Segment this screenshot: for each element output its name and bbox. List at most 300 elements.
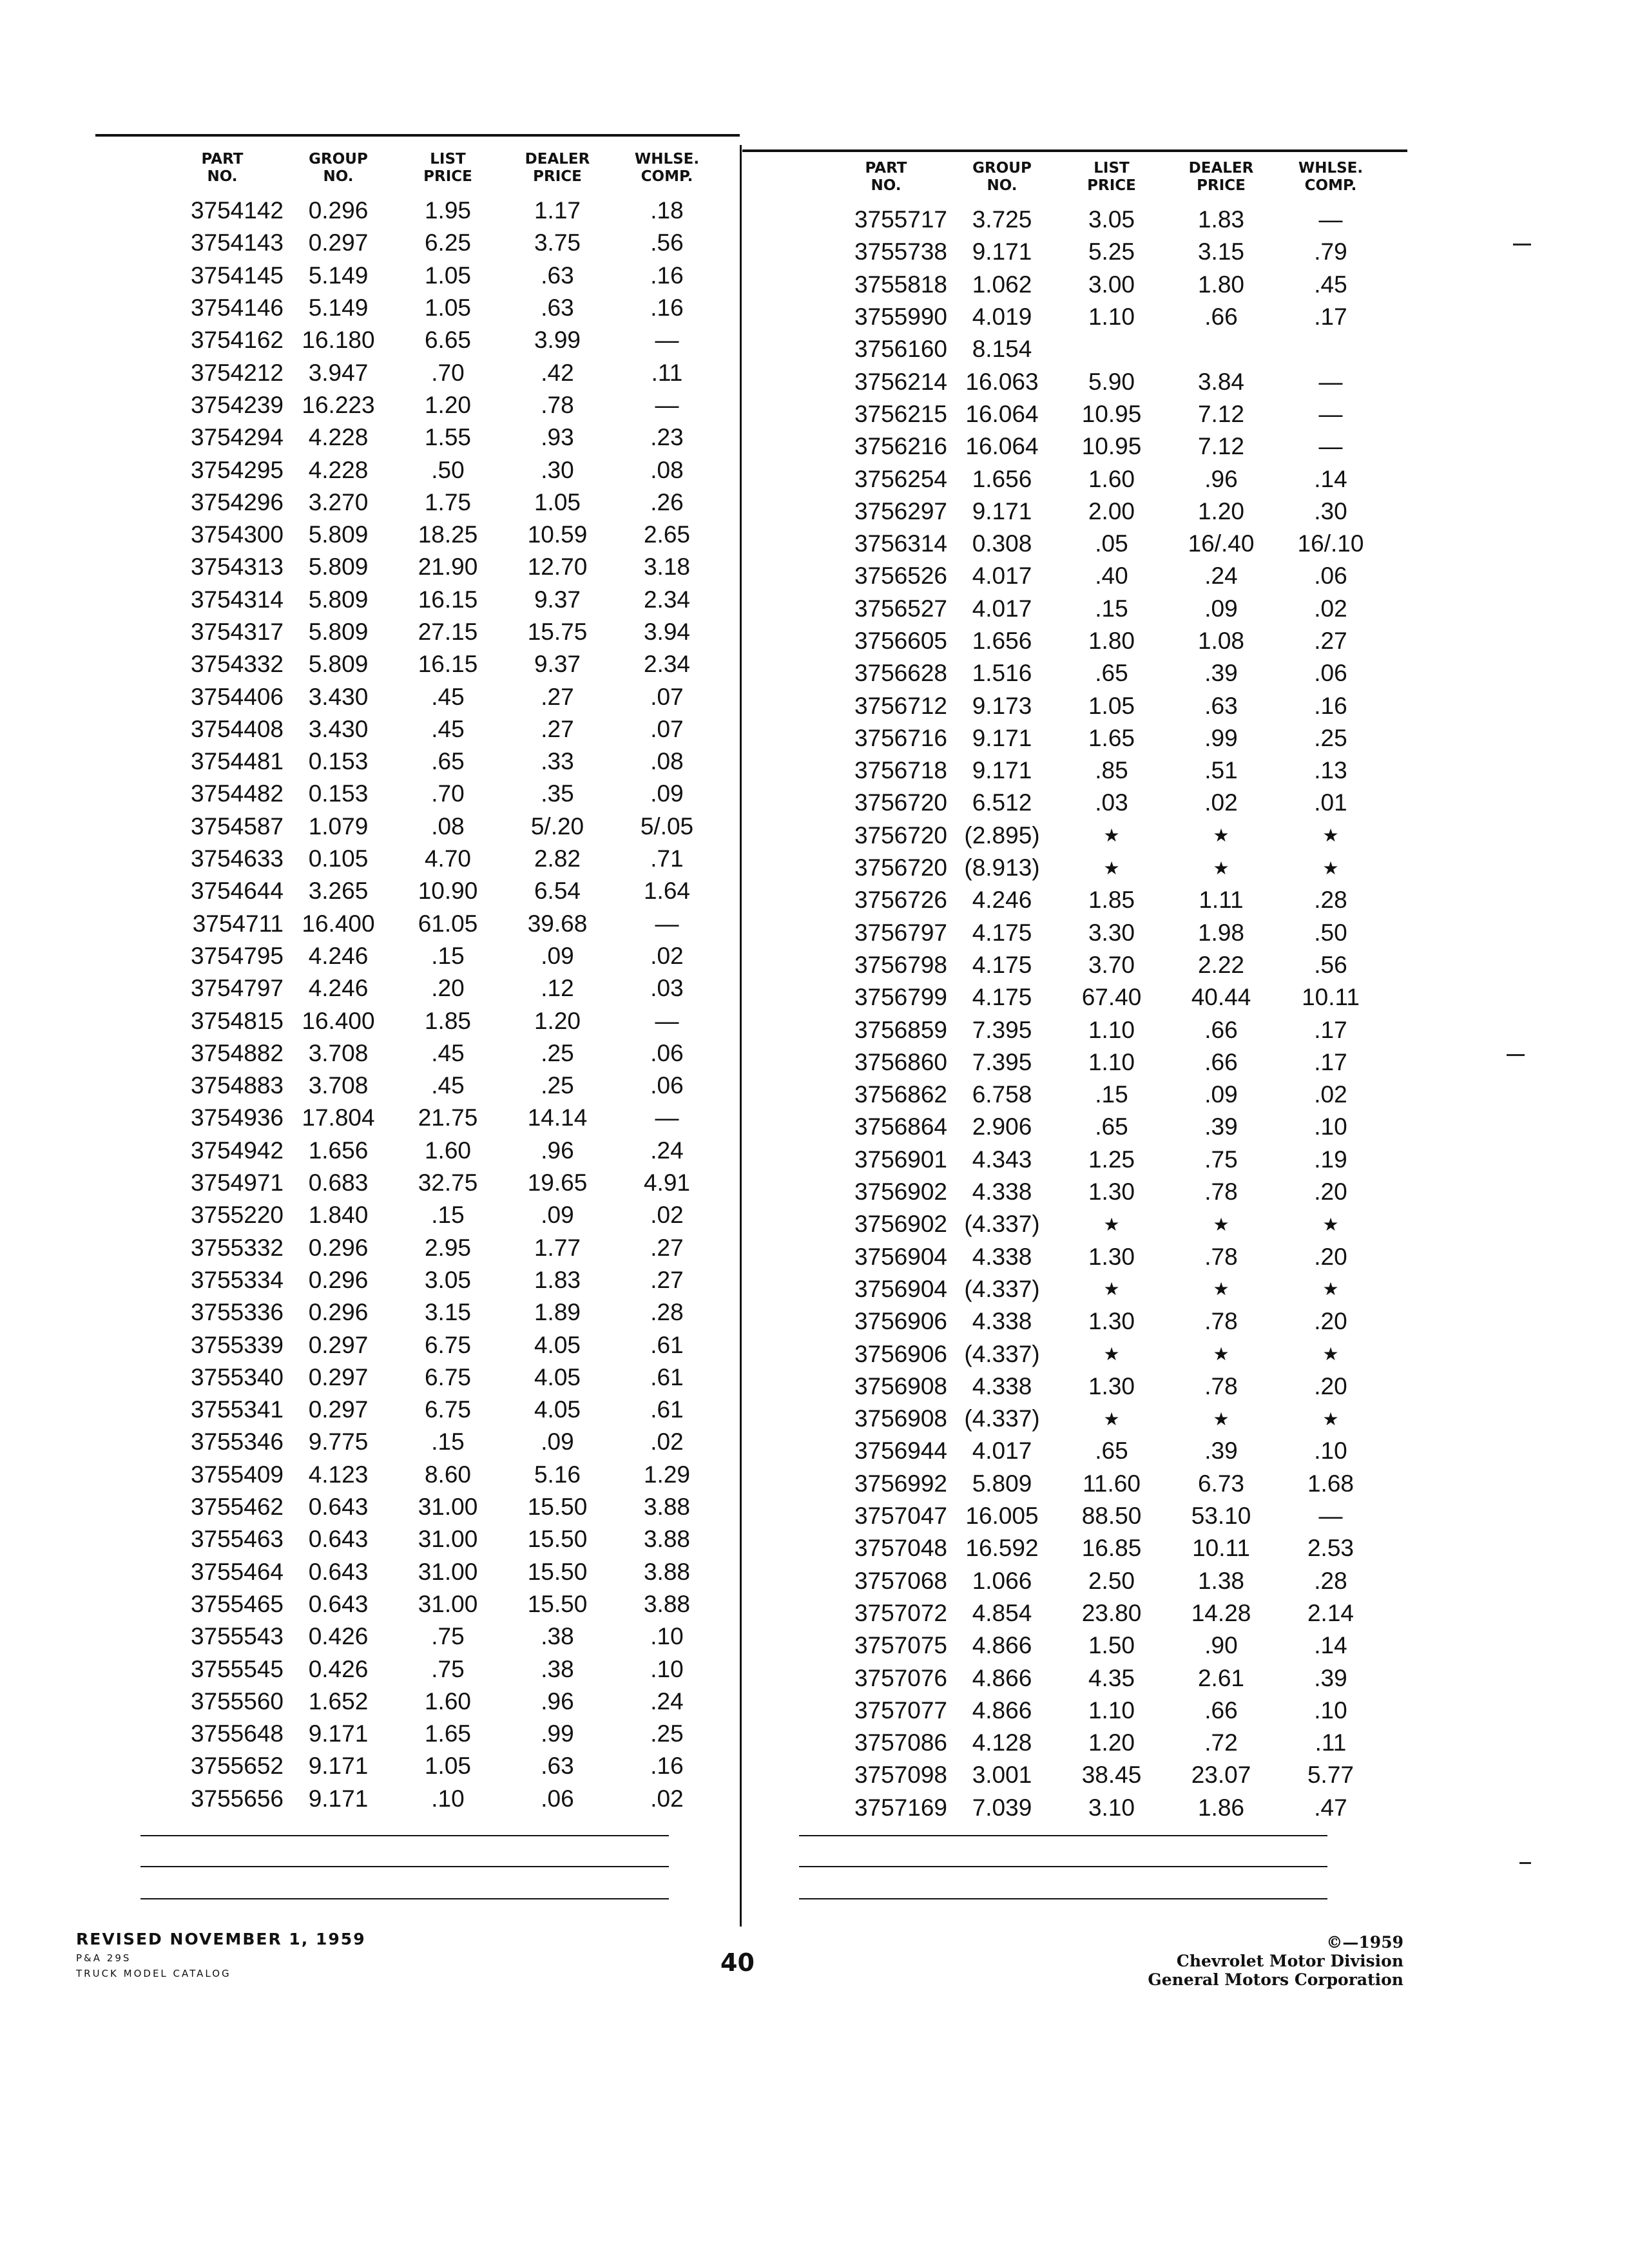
part-no-cell: 3754146 <box>190 294 284 322</box>
dealer-price-cell: 1.38 <box>1197 1567 1244 1594</box>
group-no-cell: 7.395 <box>972 1016 1032 1043</box>
table-row <box>825 204 1385 236</box>
list-price-cell: 1.60 <box>424 1137 471 1164</box>
dealer-price-cell: 4.05 <box>534 1396 581 1423</box>
table-row <box>161 875 722 907</box>
group-no-cell: 4.175 <box>972 984 1032 1011</box>
list-price-cell: .10 <box>431 1785 465 1812</box>
part-no-cell: 3754942 <box>190 1137 284 1164</box>
part-no-cell: 3756944 <box>854 1437 947 1465</box>
list-price-cell: 1.10 <box>1088 1696 1135 1724</box>
left-price-table <box>161 151 722 1812</box>
group-no-cell: 9.171 <box>972 757 1032 784</box>
group-no-cell: 7.395 <box>972 1048 1032 1075</box>
group-no-cell: 3.265 <box>308 878 369 905</box>
part-no-cell: 3756908 <box>854 1405 947 1432</box>
whlse-comp-cell: .16 <box>650 262 684 289</box>
part-no-cell: 3754815 <box>190 1007 284 1034</box>
list-price-cell: 1.65 <box>424 1720 471 1747</box>
whlse-comp-cell: .02 <box>650 942 684 969</box>
division-name: Chevrolet Motor Division <box>1176 1952 1403 1970</box>
table-row <box>825 1792 1385 1824</box>
part-no-cell: 3756908 <box>854 1372 947 1399</box>
dealer-price-cell: 14.28 <box>1191 1599 1251 1626</box>
part-no-cell: 3756906 <box>854 1340 947 1367</box>
part-no-cell: 3755346 <box>190 1428 284 1456</box>
pa-code: P&A 29S <box>76 1952 131 1964</box>
table-row <box>825 365 1385 398</box>
whlse-comp-cell: .10 <box>1314 1696 1347 1724</box>
group-no-cell: 4.017 <box>972 1437 1032 1465</box>
dealer-price-cell: 1.20 <box>1197 497 1244 524</box>
list-price-cell: 1.10 <box>1088 1048 1135 1075</box>
table-row <box>161 195 722 227</box>
blank-line <box>140 1835 669 1836</box>
group-no-cell: 9.171 <box>972 724 1032 751</box>
dealer-price-cell: .35 <box>541 780 574 807</box>
group-no-cell: 3.947 <box>308 359 369 386</box>
group-no-cell: 0.297 <box>308 1396 369 1423</box>
part-no-cell: 3754143 <box>190 229 284 256</box>
whlse-comp-cell: .06 <box>1314 660 1347 687</box>
list-price-cell: 16.15 <box>418 651 478 678</box>
list-price-cell: 61.05 <box>418 910 478 937</box>
dealer-price-cell: .78 <box>1204 1372 1238 1399</box>
list-price-cell: 32.75 <box>418 1169 478 1196</box>
group-no-cell: 1.656 <box>972 465 1032 492</box>
scan-mark <box>1513 244 1531 245</box>
dealer-price-cell: 1.80 <box>1197 271 1244 298</box>
list-price-cell: 1.10 <box>1088 1016 1135 1043</box>
group-no-cell: (8.913) <box>964 854 1040 881</box>
list-price-cell: .65 <box>431 748 465 775</box>
table-row <box>161 1588 722 1620</box>
group-no-cell: 0.426 <box>308 1623 369 1650</box>
group-no-cell: 5.149 <box>308 262 369 289</box>
whlse-comp-cell: 3.88 <box>643 1558 690 1585</box>
list-price-cell: .45 <box>431 683 465 710</box>
dealer-price-cell: .27 <box>541 715 574 742</box>
list-price-cell: 1.30 <box>1088 1308 1135 1335</box>
table-row <box>161 1653 722 1685</box>
list-price-cell: .15 <box>431 1428 465 1456</box>
table-row <box>825 1662 1385 1694</box>
part-no-cell: 3756902 <box>854 1211 947 1238</box>
list-price-cell: 27.15 <box>418 619 478 645</box>
scan-mark <box>1519 1862 1531 1864</box>
part-no-cell: 3754482 <box>190 780 284 807</box>
part-no-cell: 3757077 <box>854 1696 947 1724</box>
dealer-price-cell: ★ <box>1213 1279 1229 1300</box>
list-price-cell: .75 <box>431 1655 465 1682</box>
whlse-comp-cell: .02 <box>650 1785 684 1812</box>
group-no-cell: 1.516 <box>972 660 1032 687</box>
list-price-cell: ★ <box>1103 1344 1120 1365</box>
part-no-cell: 3754317 <box>190 619 284 645</box>
table-row <box>825 1597 1385 1629</box>
group-no-cell: 3.430 <box>308 683 369 710</box>
blank-line <box>799 1866 1327 1867</box>
table-row <box>825 1629 1385 1662</box>
table-row <box>825 1532 1385 1564</box>
list-price-cell: 3.30 <box>1088 919 1135 946</box>
list-price-cell: 1.05 <box>1088 692 1135 719</box>
dealer-price-cell: .78 <box>1204 1178 1238 1206</box>
dealer-price-cell: 9.37 <box>534 586 581 613</box>
group-no-cell: 16.400 <box>302 910 375 937</box>
group-no-cell: 0.643 <box>308 1558 369 1585</box>
whlse-comp-cell: .79 <box>1314 238 1347 265</box>
dealer-price-cell: .51 <box>1204 757 1238 784</box>
part-no-cell: 3754142 <box>190 197 284 224</box>
table-row <box>825 884 1385 916</box>
dealer-price-cell: .66 <box>1204 1048 1238 1075</box>
whlse-comp-cell: .30 <box>1314 497 1347 524</box>
dealer-price-cell: 1.83 <box>534 1266 581 1293</box>
whlse-comp-cell: ★ <box>1322 1408 1339 1429</box>
part-no-cell: 3755462 <box>190 1494 284 1521</box>
table-row <box>825 333 1385 365</box>
table-row <box>161 1491 722 1523</box>
group-no-cell: 0.297 <box>308 229 369 256</box>
table-row <box>161 778 722 810</box>
list-price-cell: 21.90 <box>418 553 478 581</box>
part-no-cell: 3754300 <box>190 521 284 548</box>
part-no-cell: 3756297 <box>854 497 947 524</box>
header-part-no: PART NO. <box>865 160 907 194</box>
group-no-cell: 4.246 <box>972 887 1032 914</box>
part-no-cell: 3755543 <box>190 1623 284 1650</box>
table-row <box>161 811 722 843</box>
group-no-cell: 3.270 <box>308 488 369 515</box>
whlse-comp-cell: — <box>1318 206 1343 233</box>
part-no-cell: 3756906 <box>854 1308 947 1335</box>
group-no-cell: 0.643 <box>308 1590 369 1617</box>
table-row <box>161 843 722 875</box>
part-no-cell: 3754971 <box>190 1169 284 1196</box>
part-no-cell: 3756214 <box>854 368 947 395</box>
list-price-cell: 1.30 <box>1088 1372 1135 1399</box>
table-row <box>161 551 722 583</box>
right-table-body <box>825 204 1385 1824</box>
group-no-cell: 1.656 <box>972 628 1032 654</box>
part-no-cell: 3754481 <box>190 748 284 775</box>
list-price-cell: 1.75 <box>424 488 471 515</box>
dealer-price-cell: 3.15 <box>1197 238 1244 265</box>
header-whlse-comp: WHLSE. COMP. <box>634 151 700 185</box>
part-no-cell: 3755648 <box>190 1720 284 1747</box>
whlse-comp-cell: .20 <box>1314 1178 1347 1206</box>
dealer-price-cell: 2.82 <box>534 845 581 872</box>
list-price-cell: 3.10 <box>1088 1794 1135 1821</box>
table-row <box>161 1264 722 1296</box>
group-no-cell: 7.039 <box>972 1794 1032 1821</box>
dealer-price-cell: 1.17 <box>534 197 581 224</box>
part-no-cell: 3755336 <box>190 1299 284 1326</box>
table-row <box>825 1273 1385 1305</box>
table-row <box>825 1695 1385 1727</box>
dealer-price-cell: ★ <box>1213 858 1229 878</box>
whlse-comp-cell: .61 <box>650 1331 684 1358</box>
table-row <box>161 1296 722 1329</box>
table-row <box>825 1338 1385 1370</box>
whlse-comp-cell: — <box>1318 1503 1343 1530</box>
part-no-cell: 3755334 <box>190 1266 284 1293</box>
whlse-comp-cell: .27 <box>650 1234 684 1261</box>
dealer-price-cell: .78 <box>1204 1308 1238 1335</box>
group-no-cell: 9.171 <box>308 1785 369 1812</box>
part-no-cell: 3755463 <box>190 1526 284 1553</box>
whlse-comp-cell: .10 <box>650 1655 684 1682</box>
footer-left <box>76 1930 366 1979</box>
dealer-price-cell: 9.37 <box>534 651 581 678</box>
list-price-cell: 6.25 <box>424 229 471 256</box>
part-no-cell: 3757169 <box>854 1794 947 1821</box>
table-row <box>161 1329 722 1361</box>
whlse-comp-cell: — <box>655 1104 679 1131</box>
dealer-price-cell: .25 <box>541 1072 574 1099</box>
part-no-cell: 3754408 <box>190 715 284 742</box>
table-row <box>161 260 722 292</box>
list-price-cell: .85 <box>1095 757 1128 784</box>
dealer-price-cell: .63 <box>541 1753 574 1780</box>
part-no-cell: 3755738 <box>854 238 947 265</box>
group-no-cell: 0.643 <box>308 1494 369 1521</box>
list-price-cell: 38.45 <box>1081 1762 1142 1789</box>
table-row <box>825 463 1385 495</box>
table-row <box>825 430 1385 463</box>
blank-line <box>799 1835 1327 1836</box>
table-row <box>825 754 1385 787</box>
table-row <box>161 519 722 551</box>
group-no-cell: 1.656 <box>308 1137 369 1164</box>
whlse-comp-cell: — <box>1318 433 1343 460</box>
whlse-comp-cell: .45 <box>1314 271 1347 298</box>
group-no-cell: 4.338 <box>972 1308 1032 1335</box>
table-row <box>161 356 722 389</box>
list-price-cell: .70 <box>431 359 465 386</box>
dealer-price-cell: .66 <box>1204 1016 1238 1043</box>
part-no-cell: 3754936 <box>190 1104 284 1131</box>
table-row <box>161 1135 722 1167</box>
part-no-cell: 3754313 <box>190 553 284 581</box>
group-no-cell: 4.338 <box>972 1372 1032 1399</box>
whlse-comp-cell: .16 <box>650 1753 684 1780</box>
list-price-cell: .45 <box>431 1072 465 1099</box>
list-price-cell: 6.75 <box>424 1331 471 1358</box>
dealer-price-cell: .63 <box>1204 692 1238 719</box>
table-row <box>161 1070 722 1102</box>
list-price-cell: 3.15 <box>424 1299 471 1326</box>
whlse-comp-cell: .09 <box>650 780 684 807</box>
part-no-cell: 3756798 <box>854 951 947 978</box>
group-no-cell: 16.063 <box>965 368 1039 395</box>
part-no-cell: 3756720 <box>854 789 947 816</box>
whlse-comp-cell: .20 <box>1314 1243 1347 1270</box>
whlse-comp-cell: — <box>655 391 679 418</box>
top-rule-left <box>95 134 740 137</box>
part-no-cell: 3754587 <box>190 812 284 840</box>
whlse-comp-cell: .17 <box>1314 1016 1347 1043</box>
part-no-cell: 3757086 <box>854 1729 947 1756</box>
list-price-cell: 1.95 <box>424 197 471 224</box>
whlse-comp-cell: 5/.05 <box>640 812 694 840</box>
dealer-price-cell: 1.83 <box>1197 206 1244 233</box>
group-no-cell: (4.337) <box>964 1340 1040 1367</box>
part-no-cell: 3756215 <box>854 400 947 427</box>
group-no-cell: 4.175 <box>972 951 1032 978</box>
group-no-cell: 4.866 <box>972 1696 1032 1724</box>
whlse-comp-cell: .56 <box>1314 951 1347 978</box>
table-row <box>161 972 722 1004</box>
whlse-comp-cell: 2.65 <box>643 521 690 548</box>
part-no-cell: 3756904 <box>854 1243 947 1270</box>
table-row <box>825 657 1385 689</box>
table-row <box>161 616 722 648</box>
list-price-cell: .45 <box>431 1039 465 1066</box>
whlse-comp-cell: — <box>655 1007 679 1034</box>
dealer-price-cell: ★ <box>1213 1344 1229 1365</box>
list-price-cell: ★ <box>1103 1214 1120 1235</box>
whlse-comp-cell: 3.88 <box>643 1494 690 1521</box>
table-row <box>825 1727 1385 1759</box>
whlse-comp-cell: .71 <box>650 845 684 872</box>
list-price-cell: 16.85 <box>1081 1535 1142 1562</box>
table-row <box>161 1718 722 1750</box>
group-no-cell: 8.154 <box>972 336 1032 363</box>
dealer-price-cell: 3.84 <box>1197 368 1244 395</box>
list-price-cell: .70 <box>431 780 465 807</box>
table-row <box>825 593 1385 625</box>
dealer-price-cell: .39 <box>1204 660 1238 687</box>
part-no-cell: 3756720 <box>854 822 947 849</box>
list-price-cell: .03 <box>1095 789 1128 816</box>
whlse-comp-cell: 1.68 <box>1307 1470 1354 1497</box>
group-no-cell: 4.246 <box>308 975 369 1002</box>
part-no-cell: 3755339 <box>190 1331 284 1358</box>
page-number: 40 <box>720 1948 755 1977</box>
part-no-cell: 3756526 <box>854 562 947 590</box>
list-price-cell: 1.05 <box>424 1753 471 1780</box>
group-no-cell: 4.175 <box>972 919 1032 946</box>
header-whlse-comp: WHLSE. COMP. <box>1298 160 1364 194</box>
part-no-cell: 3754795 <box>190 942 284 969</box>
table-row <box>161 713 722 745</box>
whlse-comp-cell: .25 <box>1314 724 1347 751</box>
list-price-cell: 1.20 <box>1088 1729 1135 1756</box>
part-no-cell: 3756605 <box>854 628 947 654</box>
part-no-cell: 3755464 <box>190 1558 284 1585</box>
dealer-price-cell: .12 <box>541 975 574 1002</box>
dealer-price-cell: 1.89 <box>534 1299 581 1326</box>
dealer-price-cell: 12.70 <box>527 553 588 581</box>
dealer-price-cell: 1.08 <box>1197 628 1244 654</box>
table-row <box>825 689 1385 722</box>
table-row <box>825 1564 1385 1597</box>
group-no-cell: (4.337) <box>964 1211 1040 1238</box>
group-no-cell: 0.643 <box>308 1526 369 1553</box>
dealer-price-cell: .38 <box>541 1655 574 1682</box>
whlse-comp-cell: .50 <box>1314 919 1347 946</box>
group-no-cell: 4.228 <box>308 424 369 451</box>
list-price-cell: 8.60 <box>424 1461 471 1488</box>
part-no-cell: 3754406 <box>190 683 284 710</box>
list-price-cell: 10.95 <box>1081 433 1142 460</box>
dealer-price-cell: .09 <box>541 1202 574 1229</box>
revised-date: REVISED NOVEMBER 1, 1959 <box>76 1930 366 1948</box>
group-no-cell: 6.512 <box>972 789 1032 816</box>
part-no-cell: 3756859 <box>854 1016 947 1043</box>
group-no-cell: 3.430 <box>308 715 369 742</box>
group-no-cell: 1.652 <box>308 1687 369 1715</box>
dealer-price-cell: 1.20 <box>534 1007 581 1034</box>
table-row <box>825 787 1385 819</box>
whlse-comp-cell: .06 <box>650 1072 684 1099</box>
whlse-comp-cell: 3.88 <box>643 1590 690 1617</box>
list-price-cell: .15 <box>1095 595 1128 622</box>
group-no-cell: 4.019 <box>972 303 1032 331</box>
group-no-cell: 3.708 <box>308 1039 369 1066</box>
list-price-cell: 1.80 <box>1088 628 1135 654</box>
whlse-comp-cell: 3.88 <box>643 1526 690 1553</box>
part-no-cell: 3755717 <box>854 206 947 233</box>
group-no-cell: 4.017 <box>972 595 1032 622</box>
header-dealer-price: DEALER PRICE <box>525 151 590 185</box>
group-no-cell: 4.017 <box>972 562 1032 590</box>
whlse-comp-cell: ★ <box>1322 1279 1339 1300</box>
whlse-comp-cell: 5.77 <box>1307 1762 1354 1789</box>
part-no-cell: 3756216 <box>854 433 947 460</box>
right-table-header <box>825 160 1385 195</box>
group-no-cell: 9.171 <box>972 497 1032 524</box>
dealer-price-cell: 4.05 <box>534 1331 581 1358</box>
dealer-price-cell: .09 <box>541 1428 574 1456</box>
whlse-comp-cell: .18 <box>650 197 684 224</box>
list-price-cell: 1.60 <box>1088 465 1135 492</box>
list-price-cell: 3.05 <box>1088 206 1135 233</box>
part-no-cell: 3754711 <box>192 910 284 937</box>
dealer-price-cell: 10.11 <box>1192 1535 1250 1562</box>
dealer-price-cell: 53.10 <box>1191 1503 1251 1530</box>
dealer-price-cell: .66 <box>1204 1696 1238 1724</box>
dealer-price-cell: .06 <box>541 1785 574 1812</box>
list-price-cell: 3.70 <box>1088 951 1135 978</box>
whlse-comp-cell: .61 <box>650 1396 684 1423</box>
table-row <box>825 1176 1385 1208</box>
dealer-price-cell: .99 <box>1204 724 1238 751</box>
table-row <box>825 820 1385 852</box>
table-row <box>161 1783 722 1815</box>
table-row <box>161 486 722 519</box>
table-row <box>161 908 722 940</box>
group-no-cell: 5.809 <box>308 651 369 678</box>
dealer-price-cell: .78 <box>1204 1243 1238 1270</box>
part-no-cell: 3756720 <box>854 854 947 881</box>
group-no-cell: 1.062 <box>972 271 1032 298</box>
list-price-cell: 31.00 <box>418 1590 478 1617</box>
list-price-cell: .75 <box>431 1623 465 1650</box>
part-no-cell: 3754314 <box>190 586 284 613</box>
table-row <box>161 1555 722 1588</box>
whlse-comp-cell: ★ <box>1322 1214 1339 1235</box>
dealer-price-cell: 15.50 <box>527 1590 588 1617</box>
part-no-cell: 3754239 <box>190 391 284 418</box>
list-price-cell: 1.05 <box>424 262 471 289</box>
list-price-cell: 6.75 <box>424 1363 471 1390</box>
footer-right <box>1148 1933 1403 1989</box>
part-no-cell: 3756992 <box>854 1470 947 1497</box>
whlse-comp-cell: .02 <box>1314 595 1347 622</box>
